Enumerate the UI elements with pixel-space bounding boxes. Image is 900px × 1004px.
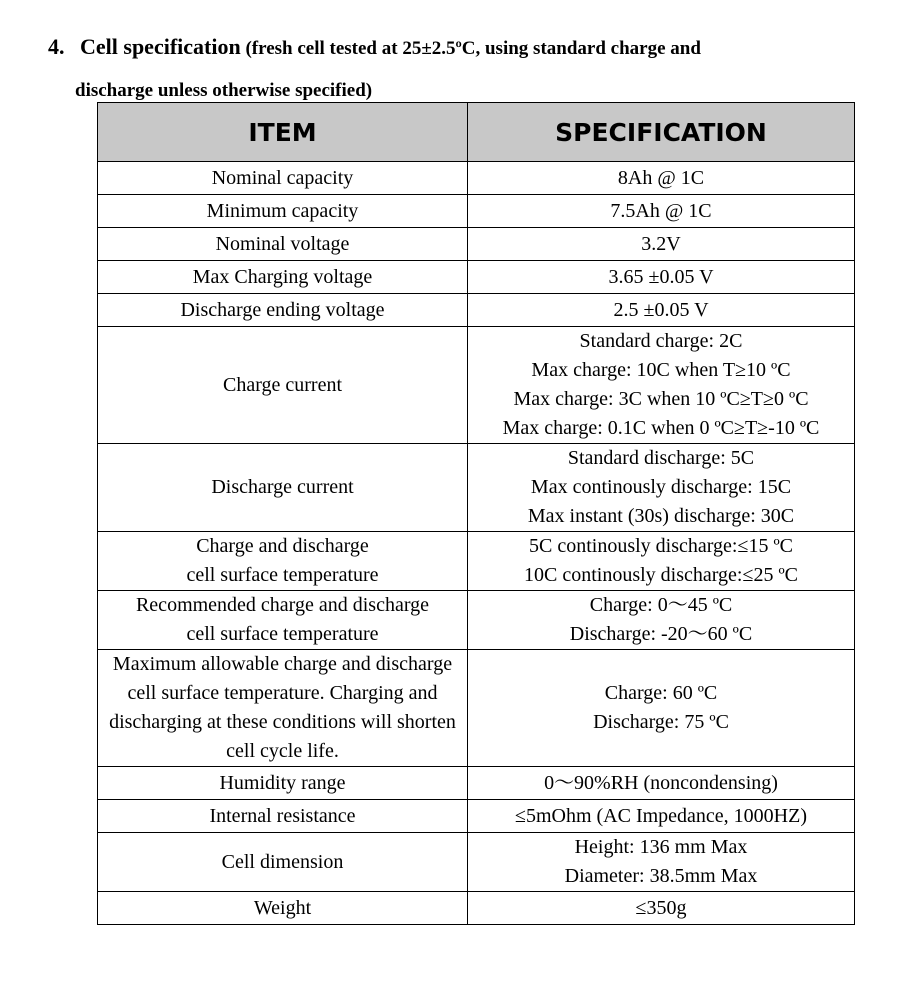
item-cell bbox=[98, 591, 468, 650]
item-line: cell surface temperature bbox=[186, 564, 379, 586]
spec-line: Standard charge: 2C bbox=[579, 330, 743, 352]
spec-cell bbox=[468, 800, 855, 833]
item-cell: Minimum capacity bbox=[98, 195, 468, 228]
column-header-specification: SPECIFICATION bbox=[468, 103, 855, 162]
item-cell bbox=[98, 532, 468, 591]
item-cell: Charge current bbox=[98, 327, 468, 444]
item-line: Charge and discharge bbox=[196, 535, 369, 557]
spec-line: Max continously discharge: 15C bbox=[530, 476, 792, 498]
spec-cell bbox=[468, 327, 855, 444]
item-cell: Max Charging voltage bbox=[98, 261, 468, 294]
spec-line: Standard discharge: 5C bbox=[567, 447, 755, 469]
item-cell bbox=[98, 650, 468, 767]
table-row bbox=[98, 650, 855, 767]
spec-line: 2.5 ±0.05 V bbox=[613, 298, 709, 321]
spec-cell bbox=[468, 195, 855, 228]
spec-cell bbox=[468, 228, 855, 261]
item-line: Recommended charge and discharge bbox=[135, 594, 430, 616]
cell-spec-table bbox=[97, 102, 855, 925]
spec-line: 5C continously discharge:≤15 ºC bbox=[528, 535, 793, 557]
item-cell: Nominal capacity bbox=[98, 162, 468, 195]
table-row bbox=[98, 767, 855, 800]
item-cell: Internal resistance bbox=[98, 800, 468, 833]
spec-cell bbox=[468, 294, 855, 327]
spec-cell bbox=[468, 261, 855, 294]
spec-cell bbox=[468, 892, 855, 925]
table-row bbox=[98, 228, 855, 261]
item-cell: Humidity range bbox=[98, 767, 468, 800]
spec-line: Discharge: -20～60 ºC bbox=[569, 623, 753, 645]
spec-line: Discharge: 75 ºC bbox=[593, 711, 729, 733]
table-row bbox=[98, 261, 855, 294]
spec-cell bbox=[468, 532, 855, 591]
section-note-line2: discharge unless otherwise specified) bbox=[75, 80, 373, 101]
spec-cell bbox=[468, 767, 855, 800]
spec-line: Max charge: 0.1C when 0 ºC≥T≥-10 ºC bbox=[502, 417, 820, 439]
table-row bbox=[98, 162, 855, 195]
table-row bbox=[98, 800, 855, 833]
item-text: Maximum allowable charge and discharge cell surface temperature. Charging and discharging at these conditions will shorten cell cycle life. bbox=[109, 653, 456, 762]
table-header-row bbox=[98, 103, 855, 162]
item-cell: Weight bbox=[98, 892, 468, 925]
spec-cell bbox=[468, 591, 855, 650]
spec-line: 0～90%RH (noncondensing) bbox=[544, 771, 778, 794]
table-row bbox=[98, 892, 855, 925]
section-title: Cell specification bbox=[80, 34, 241, 59]
spec-line: Charge: 0～45 ºC bbox=[589, 594, 733, 616]
spec-cell bbox=[468, 650, 855, 767]
spec-line: 10C continously discharge:≤25 ºC bbox=[523, 564, 798, 586]
item-cell: Nominal voltage bbox=[98, 228, 468, 261]
table-row bbox=[98, 444, 855, 532]
section-number: 4. bbox=[48, 34, 65, 59]
spec-line: Charge: 60 ºC bbox=[604, 682, 718, 704]
spec-line: 8Ah @ 1C bbox=[617, 166, 705, 189]
spec-line: Diameter: 38.5mm Max bbox=[564, 865, 758, 887]
table-row bbox=[98, 591, 855, 650]
section-note-line1: (fresh cell tested at 25±2.5ºC, using standard charge and bbox=[245, 38, 701, 59]
table-row bbox=[98, 294, 855, 327]
column-header-item: ITEM bbox=[98, 103, 468, 162]
spec-line: ≤350g bbox=[635, 896, 687, 919]
item-cell: Discharge ending voltage bbox=[98, 294, 468, 327]
section-heading bbox=[48, 26, 868, 112]
item-cell: Discharge current bbox=[98, 444, 468, 532]
spec-cell bbox=[468, 162, 855, 195]
table-row bbox=[98, 532, 855, 591]
spec-line: Max charge: 10C when T≥10 ºC bbox=[531, 359, 791, 381]
spec-line: 3.2V bbox=[641, 232, 681, 255]
spec-cell bbox=[468, 444, 855, 532]
spec-line: 7.5Ah @ 1C bbox=[610, 199, 712, 222]
table-row bbox=[98, 327, 855, 444]
spec-line: Height: 136 mm Max bbox=[574, 836, 748, 858]
spec-line: ≤5mOhm (AC Impedance, 1000HZ) bbox=[514, 804, 808, 827]
table-row bbox=[98, 833, 855, 892]
spec-line: 3.65 ±0.05 V bbox=[608, 265, 714, 288]
item-cell: Cell dimension bbox=[98, 833, 468, 892]
table-row bbox=[98, 195, 855, 228]
spec-line: Max instant (30s) discharge: 30C bbox=[527, 505, 795, 527]
spec-cell bbox=[468, 833, 855, 892]
item-line: cell surface temperature bbox=[186, 623, 379, 645]
spec-line: Max charge: 3C when 10 ºC≥T≥0 ºC bbox=[513, 388, 809, 410]
